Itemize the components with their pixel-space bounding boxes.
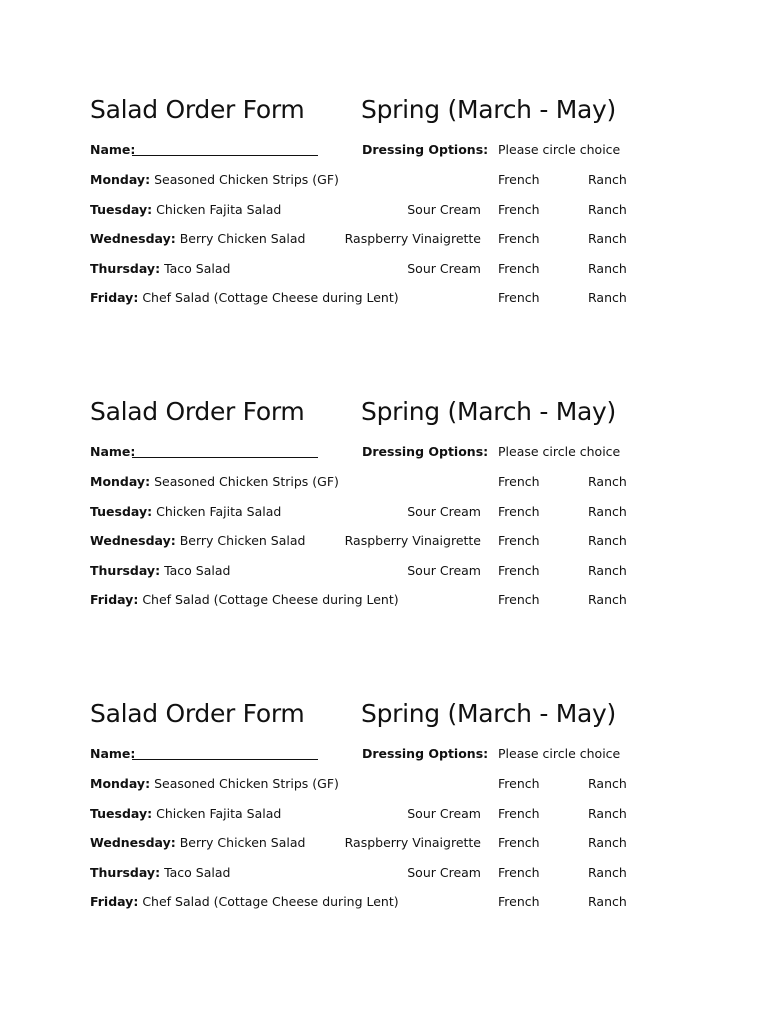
extra-option[interactable]: Sour Cream — [407, 806, 481, 821]
dressing-options-label: Dressing Options: — [362, 746, 489, 761]
menu-item: Chicken Fajita Salad — [156, 504, 282, 519]
day-label: Friday: — [90, 290, 139, 305]
extra-option[interactable]: Sour Cream — [407, 504, 481, 519]
day-label: Wednesday: — [90, 835, 176, 850]
day-label: Thursday: — [90, 563, 161, 578]
dressing-choice-french[interactable]: French — [498, 231, 540, 246]
extra-option[interactable]: Sour Cream — [407, 202, 481, 217]
day-label: Tuesday: — [90, 202, 153, 217]
extra-option[interactable]: Raspberry Vinaigrette — [344, 835, 481, 850]
menu-item: Seasoned Chicken Strips (GF) — [154, 776, 339, 791]
menu-row-tuesday — [0, 202, 770, 220]
dressing-choice-french[interactable]: French — [498, 776, 540, 791]
season-title: Spring (March - May) — [361, 699, 616, 728]
name-label: Name: — [90, 444, 136, 459]
dressing-choice-ranch[interactable]: Ranch — [588, 231, 627, 246]
extra-option[interactable]: Sour Cream — [407, 563, 481, 578]
name-label: Name: — [90, 746, 136, 761]
menu-row-friday — [0, 894, 770, 912]
season-title: Spring (March - May) — [361, 397, 616, 426]
dressing-choice-ranch[interactable]: Ranch — [588, 835, 627, 850]
name-blank-line[interactable] — [132, 759, 318, 760]
dressing-choice-ranch[interactable]: Ranch — [588, 806, 627, 821]
menu-row-thursday — [0, 261, 770, 279]
dressing-choice-ranch[interactable]: Ranch — [588, 865, 627, 880]
dressing-choice-ranch[interactable]: Ranch — [588, 202, 627, 217]
extra-option[interactable]: Raspberry Vinaigrette — [344, 533, 481, 548]
dressing-choice-french[interactable]: French — [498, 563, 540, 578]
menu-item: Chef Salad (Cottage Cheese during Lent) — [142, 592, 399, 607]
season-title: Spring (March - May) — [361, 95, 616, 124]
menu-item: Taco Salad — [164, 563, 231, 578]
dressing-choice-french[interactable]: French — [498, 172, 540, 187]
menu-item: Chef Salad (Cottage Cheese during Lent) — [142, 894, 399, 909]
menu-item: Seasoned Chicken Strips (GF) — [154, 474, 339, 489]
form-title: Salad Order Form — [90, 699, 305, 728]
menu-item: Taco Salad — [164, 261, 231, 276]
menu-row-monday — [0, 776, 770, 794]
salad-order-form — [0, 302, 770, 607]
dressing-choice-ranch[interactable]: Ranch — [588, 592, 627, 607]
dressing-choice-ranch[interactable]: Ranch — [588, 290, 627, 305]
menu-row-wednesday — [0, 835, 770, 853]
dressing-choice-ranch[interactable]: Ranch — [588, 563, 627, 578]
dressing-choice-ranch[interactable]: Ranch — [588, 776, 627, 791]
dressing-choice-ranch[interactable]: Ranch — [588, 172, 627, 187]
extra-option[interactable]: Sour Cream — [407, 865, 481, 880]
name-blank-line[interactable] — [132, 457, 318, 458]
dressing-choice-french[interactable]: French — [498, 474, 540, 489]
menu-row-tuesday — [0, 504, 770, 522]
name-label: Name: — [90, 142, 136, 157]
extra-option[interactable]: Raspberry Vinaigrette — [344, 231, 481, 246]
menu-item: Taco Salad — [164, 865, 231, 880]
day-label: Tuesday: — [90, 504, 153, 519]
dressing-choice-french[interactable]: French — [498, 504, 540, 519]
day-label: Wednesday: — [90, 533, 176, 548]
menu-item: Berry Chicken Salad — [179, 835, 306, 850]
menu-row-thursday — [0, 563, 770, 581]
menu-item: Berry Chicken Salad — [179, 533, 306, 548]
day-label: Thursday: — [90, 865, 161, 880]
dressing-choice-french[interactable]: French — [498, 835, 540, 850]
circle-choice-hint: Please circle choice — [498, 142, 621, 157]
dressing-choice-french[interactable]: French — [498, 592, 540, 607]
salad-order-form — [0, 0, 770, 305]
dressing-choice-french[interactable]: French — [498, 261, 540, 276]
dressing-choice-ranch[interactable]: Ranch — [588, 504, 627, 519]
name-blank-line[interactable] — [132, 155, 318, 156]
menu-item: Chicken Fajita Salad — [156, 202, 282, 217]
menu-item: Berry Chicken Salad — [179, 231, 306, 246]
dressing-choice-french[interactable]: French — [498, 865, 540, 880]
dressing-options-label: Dressing Options: — [362, 444, 489, 459]
day-label: Friday: — [90, 592, 139, 607]
dressing-choice-ranch[interactable]: Ranch — [588, 261, 627, 276]
extra-option[interactable]: Sour Cream — [407, 261, 481, 276]
menu-row-monday — [0, 474, 770, 492]
menu-row-wednesday — [0, 231, 770, 249]
dressing-choice-french[interactable]: French — [498, 806, 540, 821]
form-title: Salad Order Form — [90, 95, 305, 124]
menu-row-wednesday — [0, 533, 770, 551]
dressing-choice-french[interactable]: French — [498, 202, 540, 217]
day-label: Thursday: — [90, 261, 161, 276]
menu-row-monday — [0, 172, 770, 190]
day-label: Wednesday: — [90, 231, 176, 246]
day-label: Tuesday: — [90, 806, 153, 821]
dressing-choice-ranch[interactable]: Ranch — [588, 533, 627, 548]
menu-row-thursday — [0, 865, 770, 883]
dressing-choice-french[interactable]: French — [498, 894, 540, 909]
dressing-choice-ranch[interactable]: Ranch — [588, 474, 627, 489]
circle-choice-hint: Please circle choice — [498, 444, 621, 459]
circle-choice-hint: Please circle choice — [498, 746, 621, 761]
day-label: Monday: — [90, 776, 151, 791]
dressing-choice-french[interactable]: French — [498, 290, 540, 305]
dressing-options-label: Dressing Options: — [362, 142, 489, 157]
dressing-choice-french[interactable]: French — [498, 533, 540, 548]
menu-item: Seasoned Chicken Strips (GF) — [154, 172, 339, 187]
day-label: Monday: — [90, 172, 151, 187]
menu-item: Chicken Fajita Salad — [156, 806, 282, 821]
menu-item: Chef Salad (Cottage Cheese during Lent) — [142, 290, 399, 305]
salad-order-form — [0, 604, 770, 909]
dressing-choice-ranch[interactable]: Ranch — [588, 894, 627, 909]
form-title: Salad Order Form — [90, 397, 305, 426]
day-label: Monday: — [90, 474, 151, 489]
menu-row-tuesday — [0, 806, 770, 824]
day-label: Friday: — [90, 894, 139, 909]
